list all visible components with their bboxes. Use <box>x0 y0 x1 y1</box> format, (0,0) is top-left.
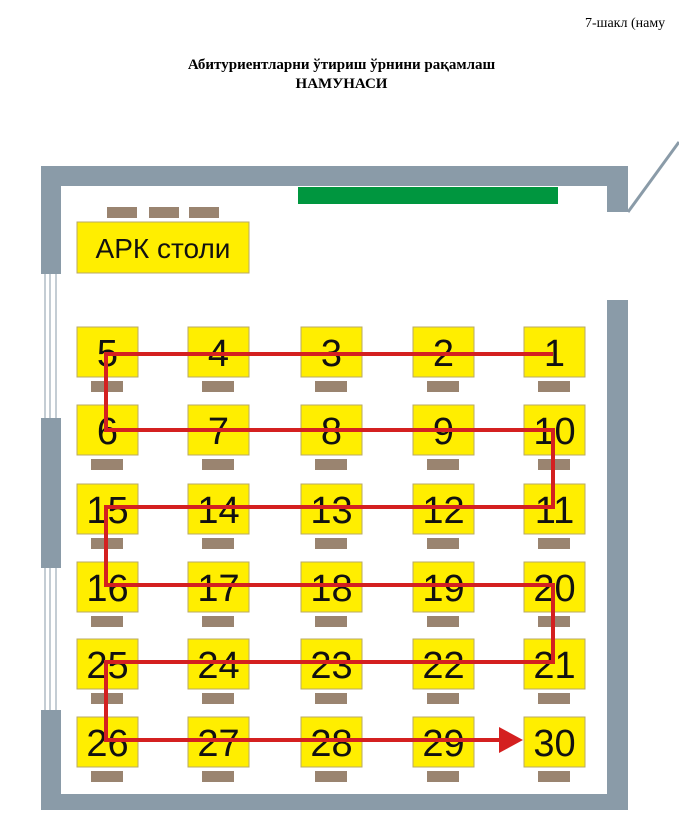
wall-top <box>41 166 628 186</box>
desk-number: 5 <box>96 333 119 375</box>
wall-left-2 <box>41 418 61 568</box>
desk-number: 21 <box>533 645 576 687</box>
desk-22 <box>413 639 474 704</box>
chair <box>427 693 459 704</box>
door <box>628 142 679 212</box>
desk-number: 3 <box>320 333 343 375</box>
chair <box>202 771 234 782</box>
chair <box>315 693 347 704</box>
chair <box>427 771 459 782</box>
chair <box>315 459 347 470</box>
wall-bottom <box>41 794 628 810</box>
desk-number: 22 <box>422 645 465 687</box>
ark-desk-label: АРК столи <box>95 233 231 264</box>
chair <box>91 771 123 782</box>
desk-19 <box>413 562 474 627</box>
desk-number: 19 <box>422 568 465 610</box>
desk-30 <box>524 717 585 782</box>
desk-17 <box>188 562 249 627</box>
desk-number: 17 <box>197 568 240 610</box>
wall-right-upper <box>607 166 628 212</box>
title-line-1: Абитуриентларни ўтириш ўрнини рақамлаш <box>187 57 496 73</box>
desk-2 <box>413 327 474 392</box>
desk-24 <box>188 639 249 704</box>
desk-number: 14 <box>197 490 240 532</box>
desk-grid <box>77 327 585 782</box>
wall-left-3 <box>41 710 61 810</box>
chair <box>538 381 570 392</box>
desk-number: 27 <box>197 723 240 765</box>
desk-number: 24 <box>197 645 240 687</box>
chair <box>202 538 234 549</box>
desk-14 <box>188 484 249 549</box>
desk-number: 16 <box>86 568 129 610</box>
desk-9 <box>413 405 474 470</box>
desk-number: 26 <box>86 723 129 765</box>
chair <box>315 381 347 392</box>
chair <box>91 616 123 627</box>
desk-number: 20 <box>533 568 576 610</box>
chair <box>315 771 347 782</box>
title-line-2: НАМУНАСИ <box>295 76 388 92</box>
desk-number: 2 <box>432 333 455 375</box>
chair <box>202 459 234 470</box>
chair <box>202 381 234 392</box>
desk-number: 10 <box>533 411 576 453</box>
desk-number: 29 <box>422 723 465 765</box>
desk-number: 7 <box>207 411 230 453</box>
ark-chair <box>107 207 137 218</box>
chair <box>91 459 123 470</box>
form-note: 7-шакл (наму <box>585 16 666 31</box>
window-1 <box>45 274 56 418</box>
desk-number: 18 <box>310 568 353 610</box>
desk-number: 25 <box>86 645 129 687</box>
desk-number: 23 <box>310 645 353 687</box>
desk-number: 4 <box>207 333 230 375</box>
chair <box>202 693 234 704</box>
desk-29 <box>413 717 474 782</box>
desk-number: 13 <box>310 490 353 532</box>
chair <box>427 381 459 392</box>
desk-number: 12 <box>422 490 465 532</box>
desk-23 <box>301 639 362 704</box>
chair <box>427 459 459 470</box>
chair <box>427 616 459 627</box>
wall-left-1 <box>41 166 61 274</box>
route-arrowhead <box>499 727 523 753</box>
desk-number: 15 <box>86 490 129 532</box>
chair <box>538 771 570 782</box>
desk-number: 6 <box>96 411 119 453</box>
desk-13 <box>301 484 362 549</box>
desk-7 <box>188 405 249 470</box>
desk-18 <box>301 562 362 627</box>
desk-3 <box>301 327 362 392</box>
desk-number: 8 <box>320 411 343 453</box>
chair <box>538 693 570 704</box>
desk-12 <box>413 484 474 549</box>
desk-28 <box>301 717 362 782</box>
desk-number: 30 <box>533 723 576 765</box>
desk-8 <box>301 405 362 470</box>
window-2 <box>45 568 56 710</box>
chair <box>315 616 347 627</box>
blackboard <box>298 187 558 204</box>
ark-chair <box>189 207 219 218</box>
desk-1 <box>524 327 585 392</box>
desk-27 <box>188 717 249 782</box>
chair <box>315 538 347 549</box>
ark-chair <box>149 207 179 218</box>
chair <box>202 616 234 627</box>
wall-right-lower <box>607 300 628 810</box>
desk-number: 11 <box>534 490 575 532</box>
chair <box>427 538 459 549</box>
desk-4 <box>188 327 249 392</box>
desk-number: 28 <box>310 723 353 765</box>
desk-number: 9 <box>432 411 455 453</box>
chair <box>538 538 570 549</box>
desk-number: 1 <box>543 333 566 375</box>
